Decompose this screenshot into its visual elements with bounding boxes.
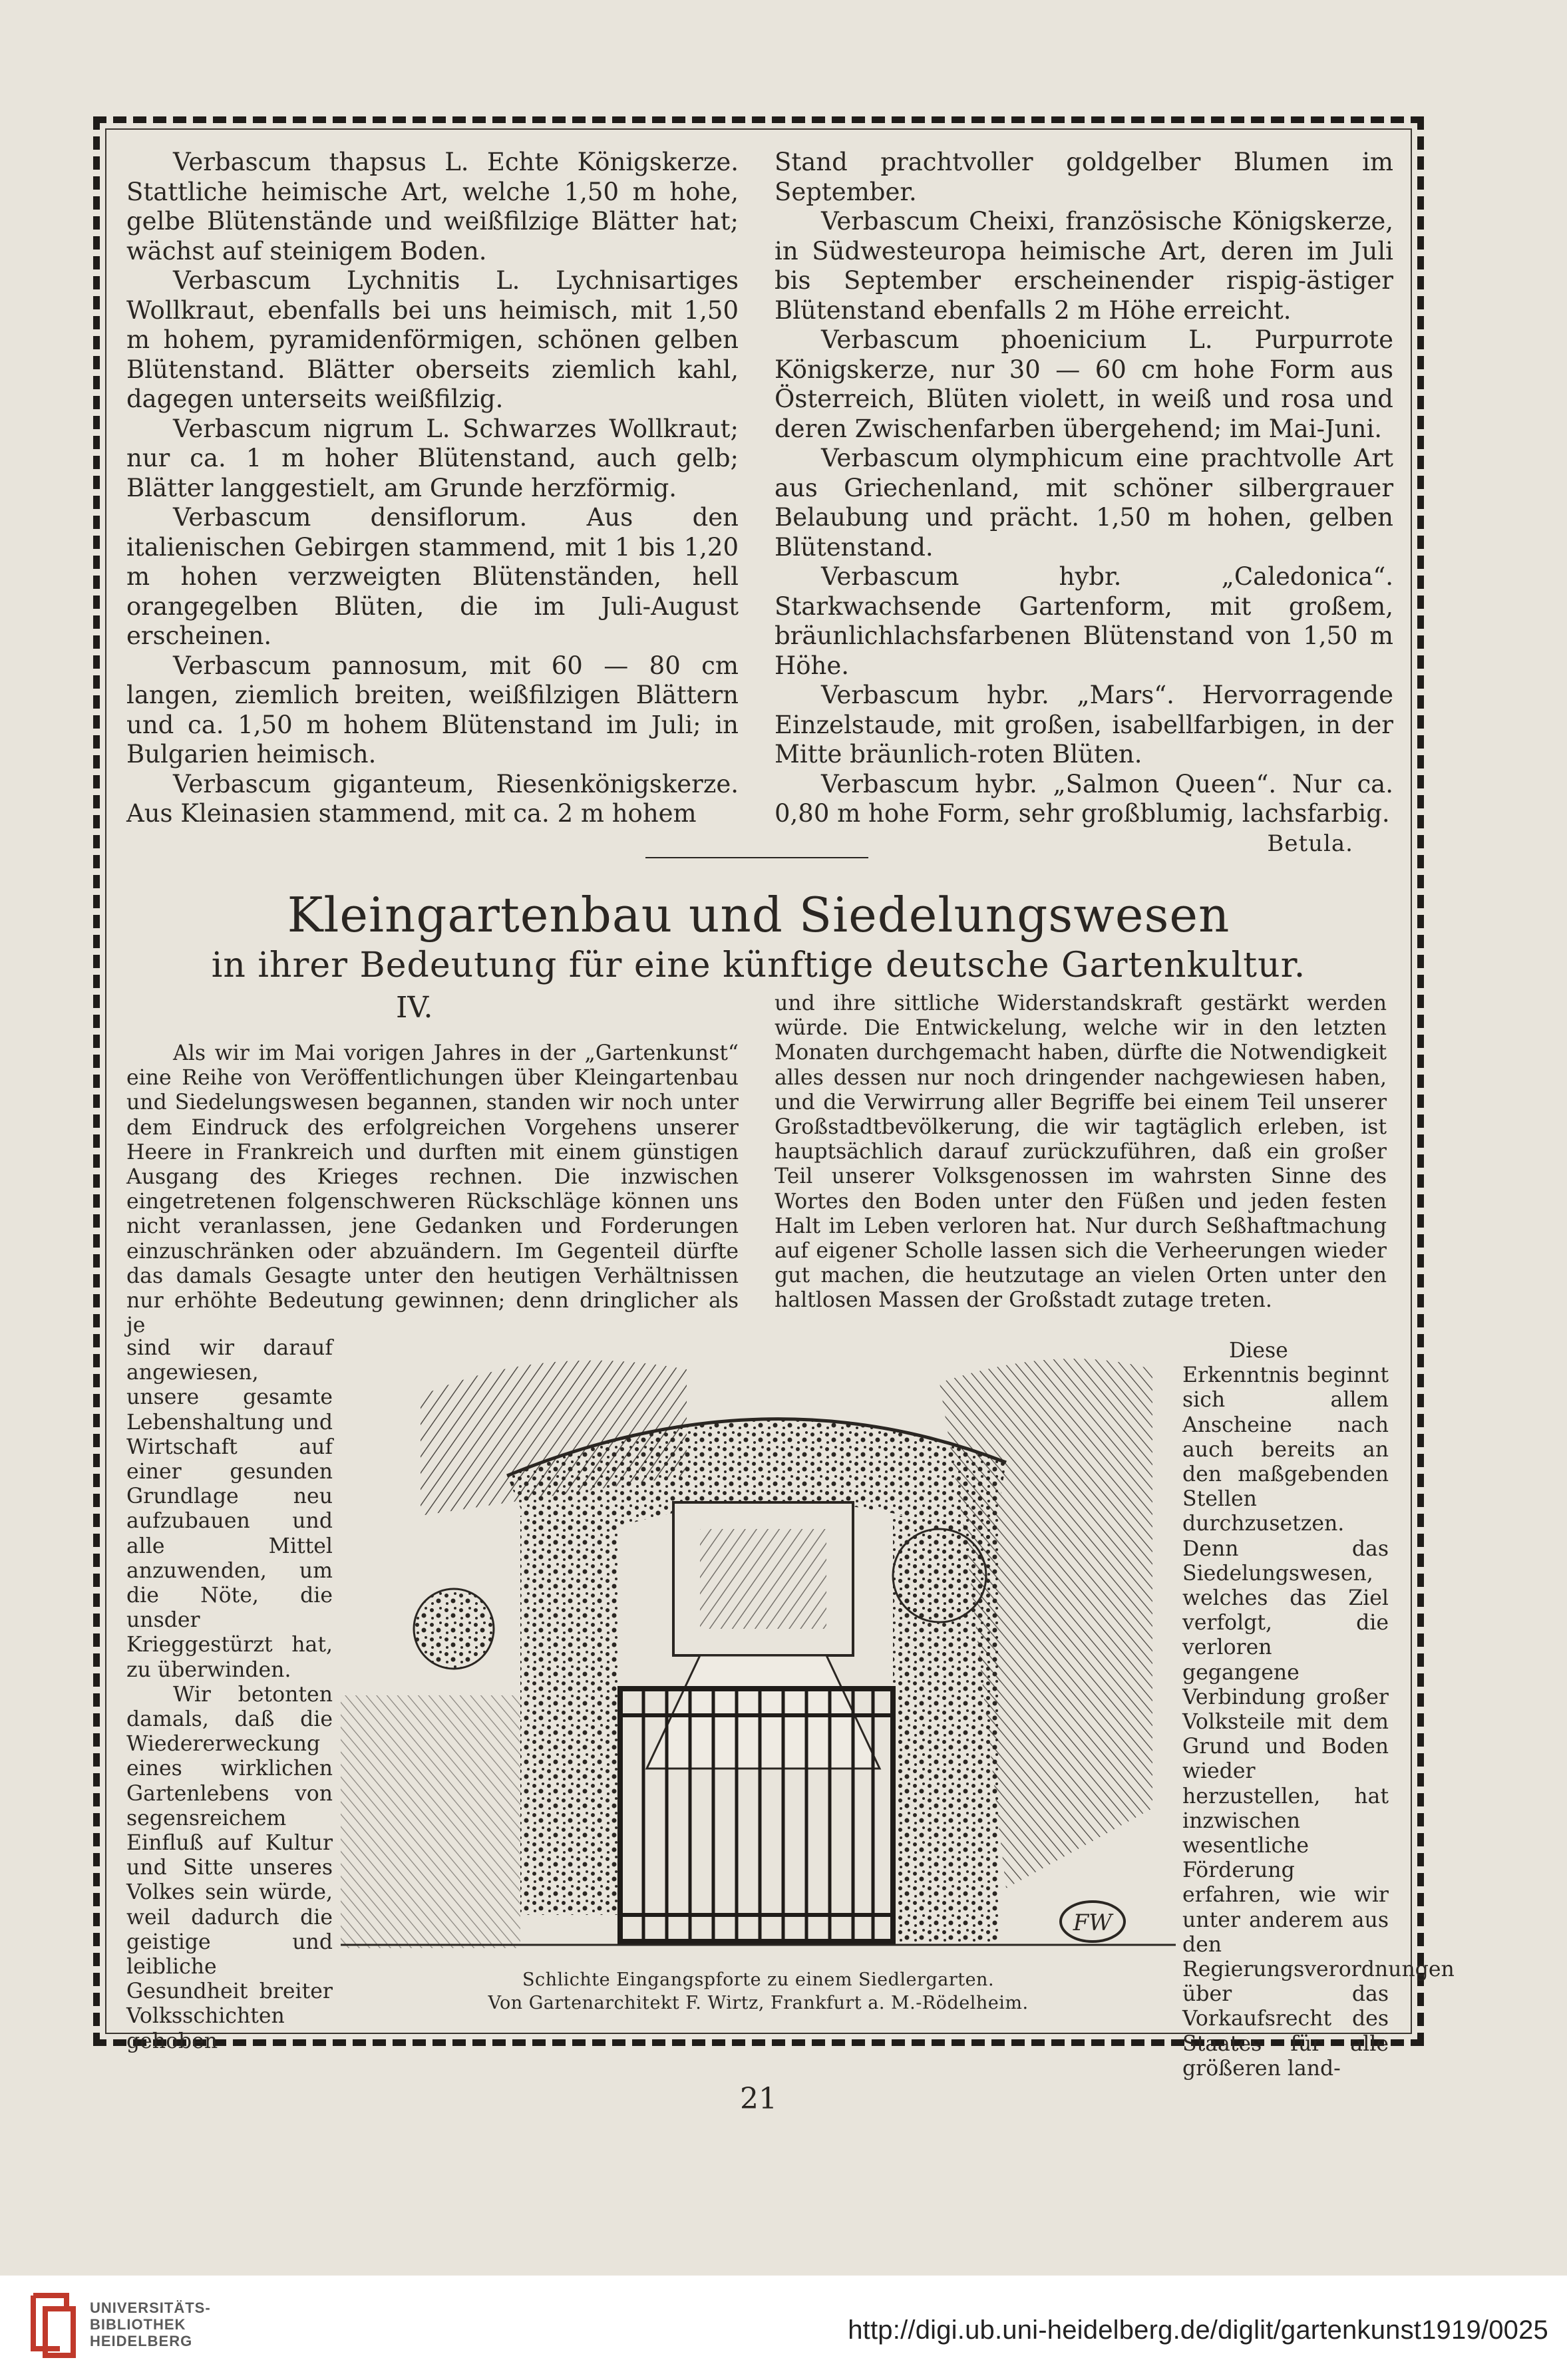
- paragraph: Verbascum Cheixi, französische Königskerze, in Südwesteuropa heimische Art, deren im Juli bis September erscheinender rispig-ästiger Blütenstand ebenfalls 2 m Höhe erreicht.: [775, 207, 1393, 325]
- institution-line: UNIVERSITÄTS-: [90, 2299, 211, 2316]
- article-text-right: [775, 991, 1387, 1313]
- section-divider: [645, 857, 868, 858]
- paragraph: Verbascum olymphicum eine prachtvolle Art aus Griechenland, mit schöner silbergrauer Belaubung und prächt. 1,50 m hohen, gelben Blütenstand.: [775, 444, 1393, 562]
- paragraph: Verbascum thapsus L. Echte Königskerze. Stattliche heimische Art, welche 1,50 m hohe, gelbe Blütenstände und weißfilzige Blätter hat; wächst auf steinigem Boden.: [126, 148, 739, 265]
- paragraph: Verbascum hybr. „Mars“. Hervorragende Einzelstaude, mit großen, isabellfarbigen, in der Mitte bräunlich-roten Blüten.: [775, 681, 1393, 768]
- article-text-right-narrow: [1182, 1339, 1455, 2081]
- paragraph: und ihre sittliche Widerstandskraft gestärkt werden würde. Die Entwickelung, welche wir in den letzten Monaten durchgemacht haben, dürfte die Notwendigkeit alles dessen nur noch dringender nachgewiesen haben, und die Verwirrung aller Begriffe bei einem Teil unserer Großstadtbevölkerung, die wir tagtäglich erleben, ist hauptsächlich darauf zurückzuführen, daß ein großer Teil unserer Volksgenossen im wahrsten Sinne des Wortes den Boden unter den Füßen und jeden festen Halt im Leben verloren hat. Nur durch Seßhaftmachung auf eigener Scholle lassen sich die Verheerungen wieder gut machen, die heutzutage an vielen Orten unter den haltlosen Massen der Großstadt zutage treten.: [775, 991, 1387, 1313]
- article-text-left: [126, 1041, 739, 1338]
- garden-gate-illustration: [341, 1343, 1176, 1961]
- paragraph: Verbascum nigrum L. Schwarzes Wollkraut; nur ca. 1 m hoher Blütenstand, auch gelb; Blätter langgestielt, am Grunde herzförmig.: [126, 414, 739, 502]
- paragraph: Verbascum phoenicium L. Purpurrote Königskerze, nur 30 — 60 cm hohe Form aus Österreich, Blüten violett, in weiß und rosa und deren Zwischenfarben übergehend; im Mai-Juni.: [775, 325, 1393, 443]
- paragraph: Als wir im Mai vorigen Jahres in der „Gartenkunst“ eine Reihe von Veröffentlichungen über Kleingartenbau und Siedelungswesen begannen, standen wir noch unter dem Eindruck des erfolgreichen Vorgehens unserer Heere in Frankreich und durften mit einem günstigen Ausgang des Krieges rechnen. Die inzwischen eingetretenen folgenschweren Rückschläge können uns nicht veranlassen, jene Gedanken und Forderungen einzuschränken oder abzuändern. Im Gegenteil dürfte das damals Gesagte unter den heutigen Verhältnissen nur erhöhte Bedeutung gewinnen; denn dringlicher als je: [126, 1041, 739, 1338]
- artist-monogram: FW: [1073, 1910, 1113, 1936]
- institution-line: HEIDELBERG: [90, 2333, 193, 2349]
- author-signature: Betula.: [1267, 830, 1353, 857]
- caption-line: Schlichte Eingangspforte zu einem Siedlergarten.: [522, 1969, 995, 1990]
- paragraph: sind wir darauf angewiesen, unsere gesamte Lebenshaltung und Wirtschaft auf einer gesunden Grundlage neu aufzubauen und alle Mittel anzuwenden, um die Nöte, die unsder Krieggestürzt hat, zu überwinden.: [126, 1336, 333, 1682]
- caption-line: Von Gartenarchitekt F. Wirtz, Frankfurt a. M.-Rödelheim.: [488, 1993, 1029, 2013]
- paragraph: Verbascum pannosum, mit 60 — 80 cm langen, ziemlich breiten, weißfilzigen Blättern und ca. 1,50 m hohem Blütenstand im Juli; in Bulgarien heimisch.: [126, 651, 739, 768]
- article-text-left-narrow: [126, 1336, 333, 2054]
- paragraph: Wir betonten damals, daß die Wiedererweckung eines wirklichen Gartenlebens von segensreichem Einfluß auf Kultur und Sitte unseres Volkes sein würde, weil dadurch die geistige und leibliche Gesundheit breiter Volksschichten gehoben: [126, 1682, 333, 2053]
- verbascum-column-left: [126, 148, 739, 829]
- paragraph: Verbascum hybr. „Salmon Queen“. Nur ca. 0,80 m hohe Form, sehr großblumig, lachsfarbig.: [775, 769, 1393, 828]
- institution-name: [90, 2299, 211, 2349]
- page-number: 21: [740, 2082, 777, 2116]
- paragraph: Verbascum hybr. „Caledonica“. Starkwachsende Gartenform, mit großem, bräunlichlachsfarbenen Blütenstand von 1,50 m Höhe.: [775, 562, 1393, 680]
- paragraph: Diese Erkenntnis beginnt sich allem Anscheine nach auch bereits an den maßgebenden Stellen durchzusetzen. Denn das Siedelungswesen, welches das Ziel verfolgt, die verloren gegangene Verbindung großer Volksteile mit dem Grund und Boden wieder herzustellen, hat inzwischen wesentliche Förderung erfahren, wie wir unter anderem aus den Regierungsverordnungen über das Vorkaufsrecht des Staates für alle größeren land-: [1182, 1339, 1455, 2081]
- article-subtitle: in ihrer Bedeutung für eine künftige deutsche Gartenkultur.: [211, 945, 1306, 985]
- article-title: Kleingartenbau und Siedelungswesen: [287, 887, 1230, 943]
- university-library-logo-icon: [27, 2289, 79, 2362]
- verbascum-column-right: [775, 148, 1393, 858]
- source-url-link[interactable]: http://digi.ub.uni-heidelberg.de/diglit/gartenkunst1919/0025: [848, 2315, 1548, 2345]
- institution-line: BIBLIOTHEK: [90, 2316, 186, 2333]
- paragraph: Verbascum giganteum, Riesenkönigskerze. Aus Kleinasien stammend, mit ca. 2 m hohem: [126, 769, 739, 828]
- part-number: IV.: [396, 991, 433, 1025]
- footer-bar: [0, 2276, 1567, 2380]
- paragraph: Stand prachtvoller goldgelber Blumen im September.: [775, 148, 1393, 206]
- figure-caption: [341, 1968, 1176, 2015]
- paragraph: Verbascum densiflorum. Aus den italienischen Gebirgen stammend, mit 1 bis 1,20 m hohen verzweigten Blütenständen, hell orangegelben Blüten, die im Juli-August erscheinen.: [126, 503, 739, 650]
- paragraph: Verbascum Lychnitis L. Lychnisartiges Wollkraut, ebenfalls bei uns heimisch, mit 1,50 m hohem, pyramidenförmigen, schönen gelben Blütenstand. Blätter oberseits ziemlich kahl, dagegen unterseits weißfilzig.: [126, 266, 739, 413]
